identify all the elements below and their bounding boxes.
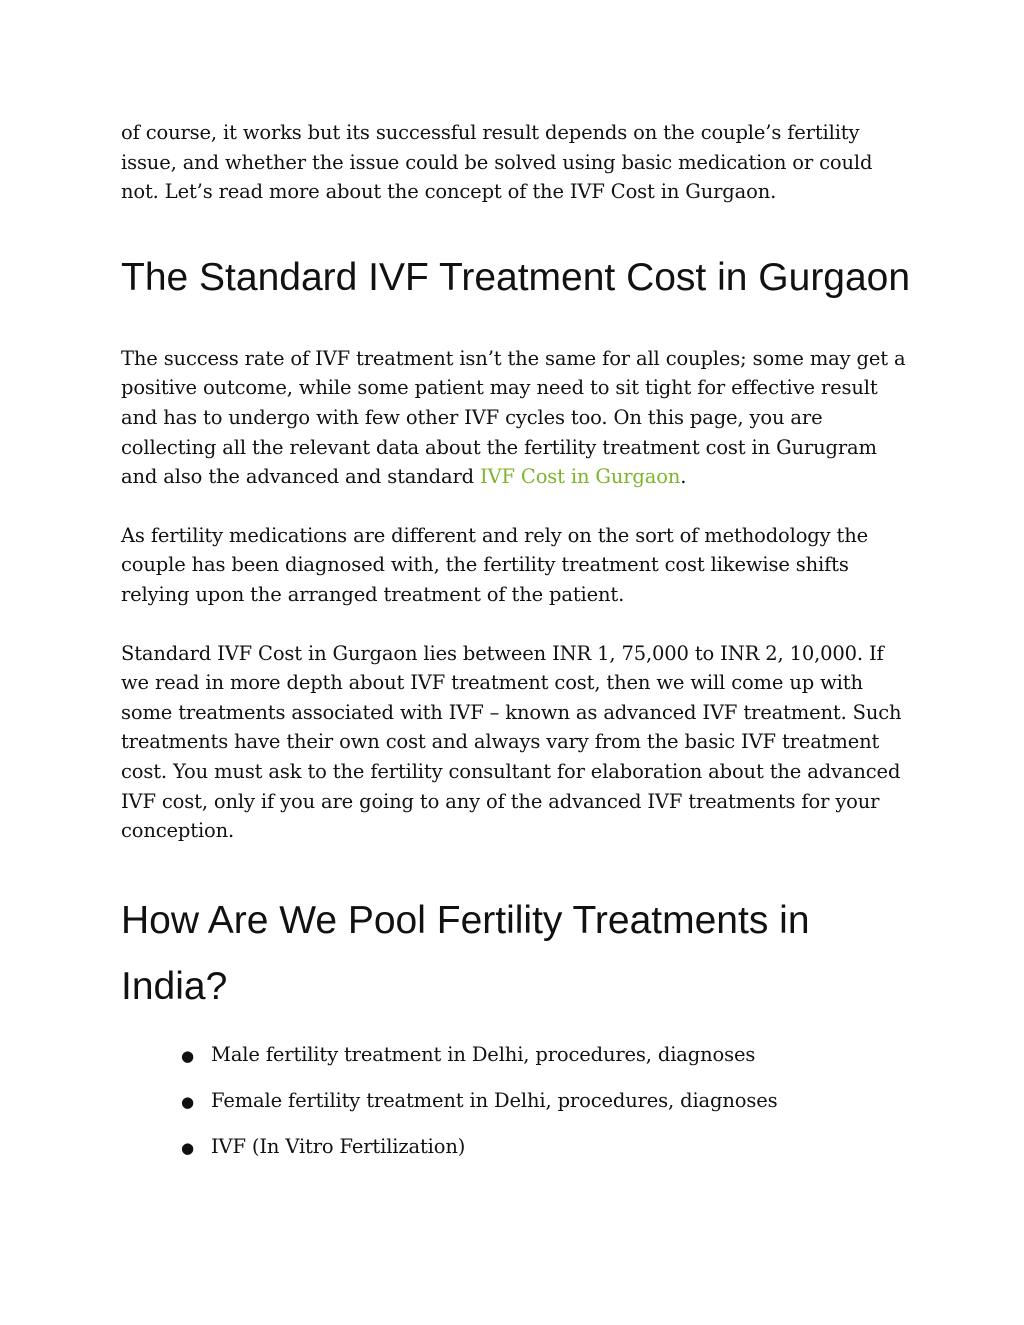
success-rate-end: . — [680, 465, 687, 489]
fertility-medications-paragraph: As fertility medications are different and rely on the sort of methodology the couple has been diagnosed with, the fertility treatment cost likewise shifts relying upon the arranged treatment of the patient. — [121, 523, 869, 606]
standard-ivf-cost-heading: The Standard IVF Treatment Cost in Gurgaon — [121, 255, 911, 299]
ivf-cost-gurgaon-link[interactable]: IVF Cost in Gurgaon — [480, 465, 681, 489]
list-item-text: Female fertility treatment in Delhi, procedures, diagnoses — [211, 1088, 778, 1112]
list-item — [181, 1086, 911, 1118]
document-page — [121, 118, 911, 1178]
list-item-text: IVF (In Vitro Fertilization) — [211, 1134, 466, 1158]
list-item-text: Male fertility treatment in Delhi, procedures, diagnoses — [211, 1042, 756, 1066]
bullet-icon: ● — [181, 1092, 194, 1111]
list-item — [181, 1132, 911, 1164]
success-rate-text: The success rate of IVF treatment isn’t the same for all couples; some may get a positive outcome, while some patient may need to sit tight for effective result and has to undergo with few other IVF cycles too. On this page, you are collecting all the relevant data about the fertility treatment cost in Gurugram and also the advanced and standard — [121, 346, 906, 489]
success-rate-paragraph — [121, 344, 911, 492]
pool-treatments-heading: How Are We Pool Fertility Treatments in India? — [121, 898, 810, 1008]
bullet-icon: ● — [181, 1138, 194, 1157]
list-item — [181, 1040, 911, 1072]
bullet-icon: ● — [181, 1046, 194, 1065]
treatments-list — [121, 1040, 911, 1164]
standard-cost-paragraph: Standard IVF Cost in Gurgaon lies between INR 1, 75,000 to INR 2, 10,000. If we read in more depth about IVF treatment cost, then we will come up with some treatments associated with IVF – known as advanced IVF treatment. Such treatments have their own cost and always vary from the basic IVF treatment cost. You must ask to the fertility consultant for elaboration about the advanced IVF cost, only if you are going to any of the advanced IVF treatments for your conception. — [121, 641, 902, 843]
intro-paragraph: of course, it works but its successful result depends on the couple’s fertility issue, and whether the issue could be solved using basic medication or could not. Let’s read more about the concept of the IVF Cost in Gurgaon. — [121, 121, 873, 204]
